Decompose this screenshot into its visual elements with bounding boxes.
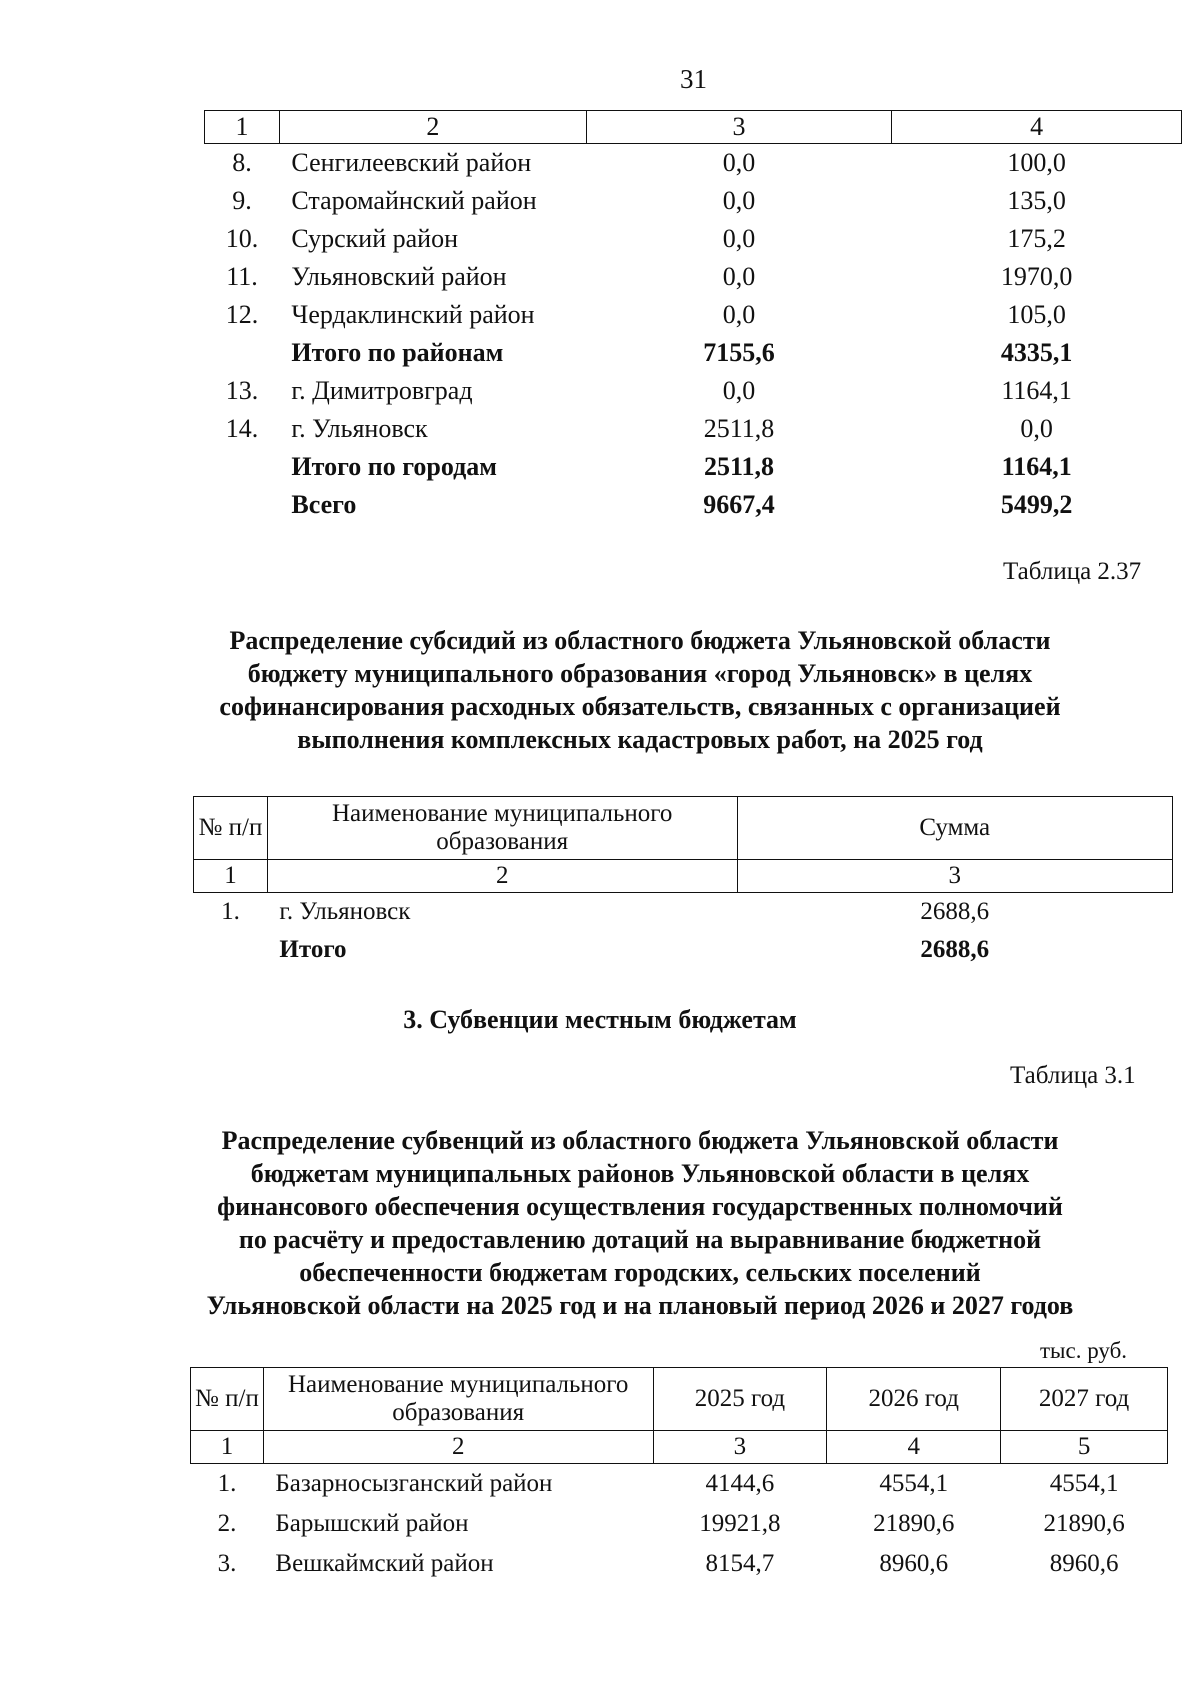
table-header-row <box>191 1368 1168 1431</box>
row-value: 8154,7 <box>705 1550 775 1577</box>
row-number: 13. <box>225 376 259 405</box>
header-cell: 3 <box>586 111 892 144</box>
header-cell: 3 <box>653 1431 827 1464</box>
heading-line: софинансирования расходных обязательств, связанных с организацией <box>219 692 1061 721</box>
row-number: 3. <box>217 1550 237 1577</box>
table-header-row <box>194 797 1173 860</box>
table-heading <box>180 1124 1100 1322</box>
row-value: 2688,6 <box>920 936 990 963</box>
section-title: 3. Субвенции местным бюджетам <box>403 1005 797 1034</box>
heading-line: Ульяновской области на 2025 год и на плановый период 2026 и 2027 годов <box>206 1291 1074 1320</box>
header-cell: 2 <box>263 1431 653 1464</box>
header-cell: № п/п <box>191 1368 264 1431</box>
row-value: 21890,6 <box>873 1510 955 1537</box>
table-index-row <box>194 860 1173 893</box>
table-row <box>191 1544 1168 1584</box>
header-cell: 1 <box>191 1431 264 1464</box>
row-value: 4335,1 <box>1000 338 1073 367</box>
row-value: 5499,2 <box>1000 490 1073 519</box>
row-number <box>205 334 280 372</box>
row-number <box>205 448 280 486</box>
table-row <box>205 486 1182 524</box>
row-value: 4144,6 <box>705 1470 775 1497</box>
table-row <box>205 372 1182 410</box>
header-cell: 2 <box>279 111 586 144</box>
header-cell: Сумма <box>737 797 1173 860</box>
header-cell: 1 <box>205 111 280 144</box>
row-number: 10. <box>225 224 259 253</box>
table-row <box>205 448 1182 486</box>
row-value: 0,0 <box>722 300 756 329</box>
table-row <box>205 258 1182 296</box>
row-value: 0,0 <box>722 224 756 253</box>
row-value: 8960,6 <box>879 1550 949 1577</box>
header-cell: 2025 год <box>653 1368 827 1431</box>
row-name: Базарносызганский район <box>275 1470 553 1497</box>
header-cell: 4 <box>892 111 1182 144</box>
row-value: 100,0 <box>1007 148 1066 177</box>
row-name: Барышский район <box>275 1510 469 1537</box>
row-value: 8960,6 <box>1049 1550 1119 1577</box>
table-row <box>194 931 1173 969</box>
table-row <box>205 296 1182 334</box>
row-number: 14. <box>225 414 259 443</box>
table-row <box>205 182 1182 220</box>
row-value: 1164,1 <box>1001 452 1072 481</box>
header-cell: 2027 год <box>1001 1368 1168 1431</box>
header-cell: 5 <box>1001 1431 1168 1464</box>
row-name: Сурский район <box>291 224 458 253</box>
row-value: 4554,1 <box>1049 1470 1119 1497</box>
row-value: 7155,6 <box>703 338 775 367</box>
row-value: 0,0 <box>722 376 756 405</box>
header-cell: № п/п <box>194 797 268 860</box>
table-row <box>205 334 1182 372</box>
row-number: 1. <box>221 898 240 925</box>
row-value: 2511,8 <box>703 414 775 443</box>
row-number: 1. <box>217 1470 237 1497</box>
heading-line: Распределение субвенций из областного бюджета Ульяновской области <box>221 1126 1059 1155</box>
units-label: тыс. руб. <box>1040 1338 1128 1363</box>
row-value: 0,0 <box>722 186 756 215</box>
row-value: 0,0 <box>722 148 756 177</box>
table-top <box>204 110 1182 524</box>
row-number <box>205 486 280 524</box>
row-number <box>194 931 268 969</box>
row-name: Итого по городам <box>291 452 497 481</box>
heading-line: бюджету муниципального образования «город Ульяновск» в целях <box>247 659 1033 688</box>
row-value: 21890,6 <box>1043 1510 1125 1537</box>
heading-line: по расчёту и предоставлению дотаций на выравнивание бюджетной <box>238 1225 1042 1254</box>
table-label: Таблица 2.37 <box>1003 558 1142 585</box>
row-value: 4554,1 <box>879 1470 949 1497</box>
row-name: г. Димитровград <box>291 376 473 405</box>
header-cell: 2026 год <box>827 1368 1001 1431</box>
table-3-1 <box>190 1367 1168 1584</box>
table-row <box>205 144 1182 183</box>
row-value: 175,2 <box>1007 224 1066 253</box>
row-value: 0,0 <box>1020 414 1053 443</box>
row-value: 2511,8 <box>703 452 775 481</box>
table-index-row <box>191 1431 1168 1464</box>
page-number: 31 <box>680 64 707 94</box>
row-name: Вешкаймский район <box>275 1550 494 1577</box>
row-value: 0,0 <box>722 262 756 291</box>
table-row <box>191 1464 1168 1505</box>
row-value: 1970,0 <box>1000 262 1073 291</box>
row-number: 9. <box>232 186 252 215</box>
table-heading <box>180 624 1100 756</box>
row-name: Чердаклинский район <box>291 300 535 329</box>
row-number: 12. <box>225 300 259 329</box>
header-cell: 1 <box>194 860 268 893</box>
row-value: 105,0 <box>1007 300 1066 329</box>
table-label: Таблица 3.1 <box>1010 1062 1136 1089</box>
header-cell: 4 <box>827 1431 1001 1464</box>
row-name: Ульяновский район <box>291 262 507 291</box>
row-number: 8. <box>232 148 252 177</box>
row-name: Итого <box>279 936 347 963</box>
header-cell: 2 <box>267 860 737 893</box>
table-row <box>205 410 1182 448</box>
row-value: 19921,8 <box>699 1510 781 1537</box>
row-name: Сенгилеевский район <box>291 148 532 177</box>
row-value: 135,0 <box>1007 186 1066 215</box>
heading-line: финансового обеспечения осуществления государственных полномочий <box>217 1192 1063 1221</box>
row-name: г. Ульяновск <box>279 898 411 925</box>
row-name: г. Ульяновск <box>291 414 428 443</box>
table-row <box>194 893 1173 932</box>
heading-line: обеспеченности бюджетам городских, сельских поселений <box>299 1258 981 1287</box>
table-2-37 <box>193 796 1173 969</box>
row-name: Старомайнский район <box>291 186 537 215</box>
header-cell: 3 <box>737 860 1173 893</box>
table-row <box>191 1504 1168 1544</box>
row-name: Всего <box>291 490 357 519</box>
heading-line: бюджетам муниципальных районов Ульяновской области в целях <box>250 1159 1030 1188</box>
table-header-row <box>205 111 1182 144</box>
row-name: Итого по районам <box>291 338 504 367</box>
heading-line: Распределение субсидий из областного бюджета Ульяновской области <box>229 626 1051 655</box>
header-cell: Наименование муниципального образования <box>263 1368 653 1431</box>
row-value: 2688,6 <box>920 898 990 925</box>
row-number: 2. <box>217 1510 237 1537</box>
row-value: 1164,1 <box>1001 376 1072 405</box>
table-row <box>205 220 1182 258</box>
header-cell: Наименование муниципального образования <box>267 797 737 860</box>
row-number: 11. <box>226 262 258 291</box>
row-value: 9667,4 <box>703 490 775 519</box>
heading-line: выполнения комплексных кадастровых работ, на 2025 год <box>297 725 983 754</box>
